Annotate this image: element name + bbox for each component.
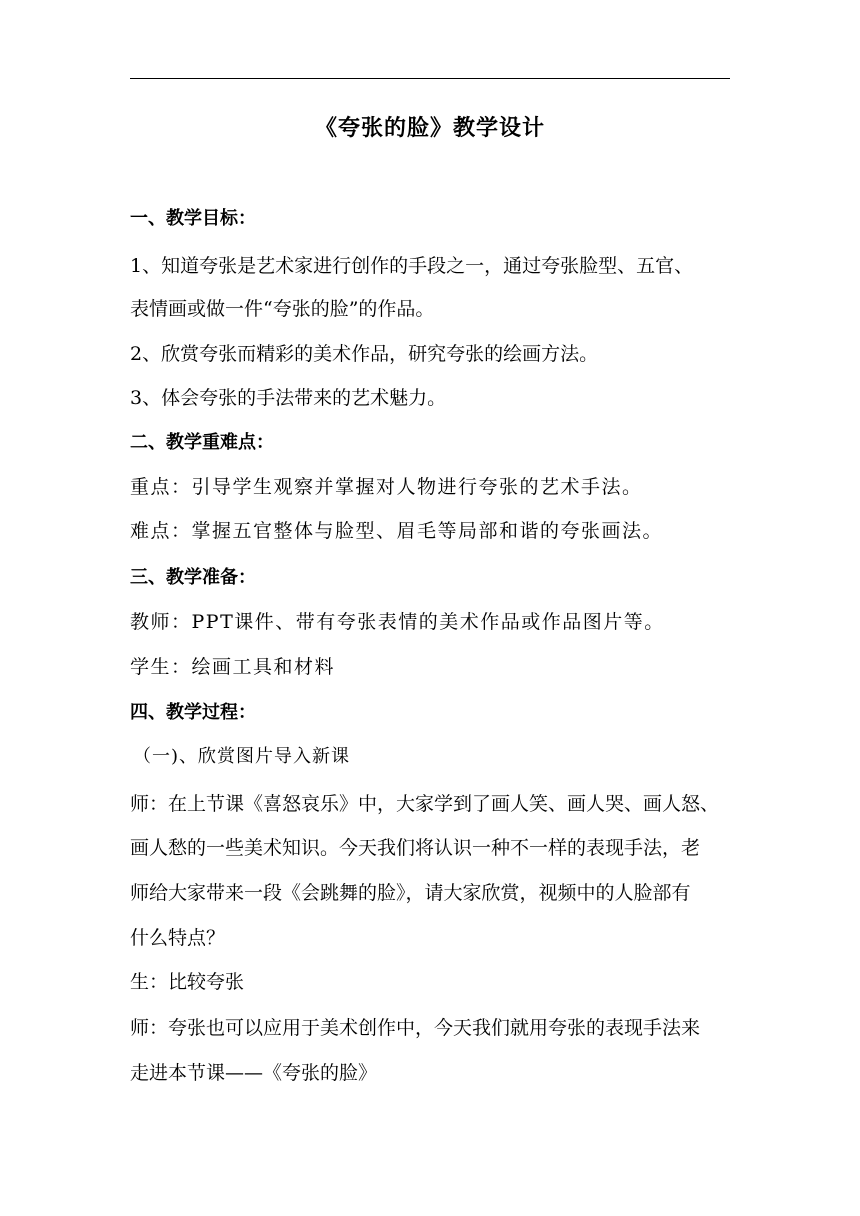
section-heading-goals: 一、教学目标： bbox=[130, 208, 256, 229]
section-heading-preparation: 三、教学准备： bbox=[130, 567, 256, 588]
preparation-teacher: 教师：PPT课件、带有夸张表情的美术作品或作品图片等。 bbox=[130, 611, 665, 633]
key-point-difficulty: 难点：掌握五官整体与脸型、眉毛等局部和谐的夸张画法。 bbox=[130, 520, 664, 542]
teacher-dialogue-2-line-1: 师：夸张也可以应用于美术创作中，今天我们就用夸张的表现手法来 bbox=[130, 1017, 701, 1039]
teacher-dialogue-1-line-4: 什么特点？ bbox=[130, 927, 226, 949]
goal-item-1-line-2: 表情画或做一件“夸张的脸”的作品。 bbox=[130, 298, 435, 320]
teacher-dialogue-1-line-2: 画人愁的一些美术知识。今天我们将认识一种不一样的表现手法，老 bbox=[130, 837, 701, 859]
student-response-1: 生：比较夸张 bbox=[130, 971, 245, 993]
document-title: 《夸张的脸》教学设计 bbox=[314, 116, 545, 141]
key-point-focus: 重点：引导学生观察并掌握对人物进行夸张的艺术手法。 bbox=[130, 476, 643, 498]
goal-item-3: 3、体会夸张的手法带来的艺术魅力。 bbox=[130, 387, 447, 409]
process-subheading: （一)、欣赏图片导入新课 bbox=[133, 746, 351, 767]
goal-item-2: 2、欣赏夸张而精彩的美术作品，研究夸张的绘画方法。 bbox=[130, 343, 599, 365]
teacher-dialogue-1-line-1: 师：在上节课《喜怒哀乐》中，大家学到了画人笑、画人哭、画人怒、 bbox=[130, 793, 720, 815]
teacher-dialogue-1-line-3: 师给大家带来一段《会跳舞的脸》，请大家欣赏，视频中的人脸部有 bbox=[130, 882, 691, 904]
goal-item-1-line-1: 1、知道夸张是艺术家进行创作的手段之一，通过夸张脸型、五官、 bbox=[130, 255, 694, 277]
preparation-student: 学生：绘画工具和材料 bbox=[130, 656, 336, 678]
header-rule bbox=[130, 78, 730, 79]
section-heading-process: 四、教学过程： bbox=[130, 702, 256, 723]
section-heading-key-points: 二、教学重难点： bbox=[130, 432, 274, 453]
teacher-dialogue-2-line-2: 走进本节课——《夸张的脸》 bbox=[130, 1062, 378, 1084]
